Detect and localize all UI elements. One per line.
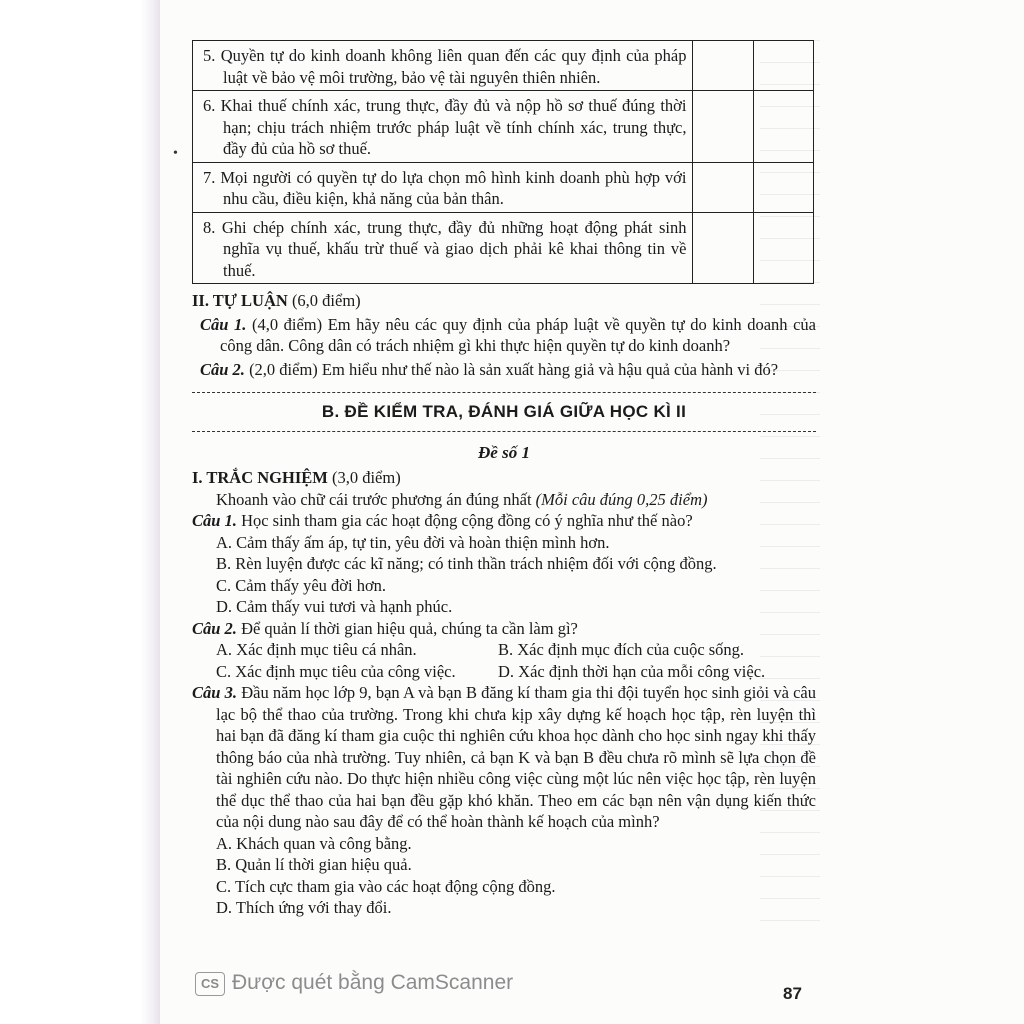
statement-cell — [193, 91, 693, 163]
option-c: C. Cảm thấy yêu đời hơn. — [216, 575, 387, 595]
question-3 — [192, 682, 816, 919]
table-row — [193, 162, 814, 212]
answer-cell-true — [693, 91, 753, 163]
option-b: B. Rèn luyện được các kĩ năng; có tinh thần trách nhiệm đối với cộng đồng. — [216, 554, 717, 573]
essay-points: (6,0 điểm) — [291, 291, 361, 310]
mcq-points: (3,0 điểm) — [331, 468, 401, 487]
page-content — [192, 40, 816, 919]
instruction-text: Khoanh vào chữ cái trước phương án đúng nhất — [216, 489, 532, 509]
option-a: A. Xác định mục tiêu cá nhân. — [216, 640, 417, 659]
statement-cell — [193, 212, 693, 284]
statement-text: 6. Khai thuế chính xác, trung thực, đầy đủ và nộp hồ sơ thuế đúng thời hạn; chịu trách nhiệm trước pháp luật về tính chính xác, trung thực, đầy đủ của hồ sơ thuế. — [203, 96, 687, 158]
instruction-note: (Mỗi câu đúng 0,25 điểm) — [535, 489, 708, 509]
essay-heading-text: II. TỰ LUẬN — [192, 291, 288, 310]
question-label: Câu 2. — [192, 618, 237, 638]
answer-cell-false — [753, 91, 813, 163]
question-text: Để quản lí thời gian hiệu quả, chúng ta cần làm gì? — [241, 618, 578, 638]
answer-cell-true — [693, 212, 753, 284]
option-c: C. Xác định mục tiêu của công việc. — [216, 661, 456, 681]
question-text: Đầu năm học lớp 9, bạn A và bạn B đăng kí tham gia thi đội tuyển học sinh giỏi và câu lạc bộ thể thao của trường. Trong khi chưa kịp xây dựng kế hoạch học tập, rèn luyện thì hai bạn đã đăng kí tham gia cuộc thi nghiên cứu khoa học dành cho học sinh ngay khi thấy thông báo của nhà trường. Tuy nhiên, cả bạn K và bạn B đều chưa rõ mình sẽ lựa chọn đề tài nghiên cứu nào. Do thực hiện nhiều công việc cùng một lúc nên việc học tập, rèn luyện thể dục thể thao của hai bạn đều gặp khó khăn. Theo em các bạn nên vận dụng kiến thức của nội dung nào sau đây để có thể hoàn thành kế hoạch của mình? — [216, 683, 817, 831]
option-b: B. Quản lí thời gian hiệu quả. — [216, 855, 412, 874]
option-d: D. Xác định thời hạn của mỗi công việc. — [498, 661, 766, 681]
question-1 — [192, 510, 816, 618]
answer-cell-false — [753, 41, 813, 91]
statement-text: 7. Mọi người có quyền tự do lựa chọn mô hình kinh doanh phù hợp với nhu cầu, điều kiện, khả năng của bản thân. — [203, 167, 687, 208]
essay-heading — [192, 290, 816, 312]
question-label: Câu 3. — [192, 683, 238, 702]
exam-title: Đề số 1 — [478, 442, 530, 462]
page-number: 87 — [783, 984, 802, 1003]
question-text: (4,0 điểm) Em hãy nêu các quy định của pháp luật về quyền tự do kinh doanh của công dân. Công dân có trách nhiệm gì khi thực hiện quyền tự do kinh doanh? — [220, 314, 816, 355]
statement-text: 5. Quyền tự do kinh doanh không liên quan đến các quy định của pháp luật về bảo vệ môi trường, bảo vệ tài nguyên thiên nhiên. — [203, 46, 687, 87]
option-row — [192, 661, 816, 683]
table-row — [193, 41, 814, 91]
stray-dot: • — [173, 146, 178, 161]
option-b: B. Xác định mục đích của cuộc sống. — [498, 640, 745, 659]
left-margin — [0, 0, 160, 1024]
answer-cell-true — [693, 162, 753, 212]
camscanner-logo: CS — [195, 972, 225, 996]
true-false-table — [192, 40, 814, 284]
divider-bottom — [192, 431, 816, 432]
essay-question-2 — [192, 359, 816, 381]
answer-cell-false — [753, 212, 813, 284]
question-text: (2,0 điểm) Em hiểu như thế nào là sản xuất hàng giả và hậu quả của hành vi đó? — [249, 359, 779, 379]
statement-text: 8. Ghi chép chính xác, trung thực, đầy đủ những hoạt động phát sinh nghĩa vụ thuế, khấu trừ thuế và giao dịch phải kê khai thông tin về thuế. — [203, 217, 687, 280]
option-c: C. Tích cực tham gia vào các hoạt động cộng đồng. — [216, 876, 556, 896]
answer-cell-false — [753, 162, 813, 212]
question-label: Câu 1. — [192, 511, 237, 530]
question-2 — [192, 618, 816, 683]
option-d: D. Cảm thấy vui tươi và hạnh phúc. — [216, 597, 453, 616]
question-label: Câu 1. — [200, 314, 247, 334]
option-d: D. Thích ứng với thay đổi. — [216, 898, 392, 917]
question-text: Học sinh tham gia các hoạt động cộng đồng có ý nghĩa như thế nào? — [241, 511, 693, 530]
statement-cell — [193, 41, 693, 91]
mcq-heading-text: I. TRẮC NGHIỆM — [192, 468, 328, 487]
answer-cell-true — [693, 41, 753, 91]
option-a: A. Khách quan và công bằng. — [216, 833, 412, 853]
essay-question-1 — [192, 314, 816, 357]
question-label: Câu 2. — [200, 359, 245, 379]
mcq-heading — [192, 467, 816, 489]
table-row — [193, 91, 814, 163]
table-row — [193, 212, 814, 284]
statement-cell — [193, 162, 693, 212]
camscanner-watermark: Được quét bằng CamScanner — [232, 971, 514, 994]
section-b-title: B. ĐỀ KIỂM TRA, ĐÁNH GIÁ GIỮA HỌC KÌ II — [321, 402, 687, 421]
option-a: A. Cảm thấy ấm áp, tự tin, yêu đời và hoàn thiện mình hơn. — [216, 532, 610, 552]
mcq-instruction — [192, 489, 816, 511]
option-row — [192, 639, 816, 661]
